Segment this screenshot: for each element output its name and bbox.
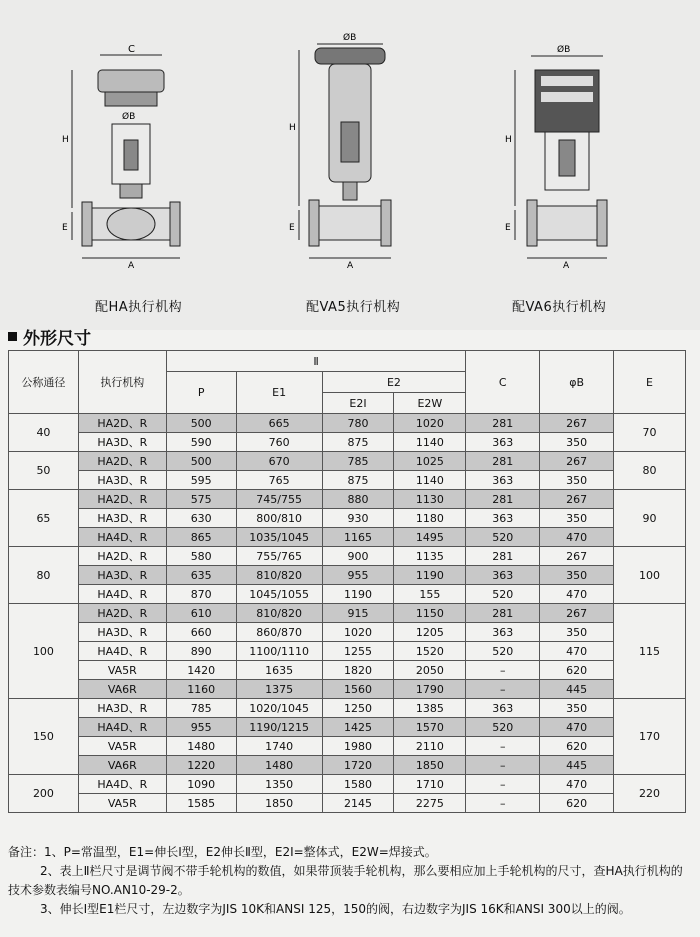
cell-e1: 810/820	[236, 604, 322, 623]
header-e: E	[614, 351, 686, 414]
dim-b-label: ØB	[557, 45, 571, 55]
cell-e1: 800/810	[236, 509, 322, 528]
cell-e1: 1190/1215	[236, 718, 322, 737]
cell-c: 363	[466, 509, 540, 528]
cell-e1: 745/755	[236, 490, 322, 509]
cell-e2-w: 1205	[394, 623, 466, 642]
table-row	[9, 775, 686, 794]
cell-e1: 1850	[236, 794, 322, 813]
cell-phi-b: 350	[540, 699, 614, 718]
cell-p: 630	[166, 509, 236, 528]
cell-e2-w: 1495	[394, 528, 466, 547]
cell-e2-w: 1385	[394, 699, 466, 718]
cell-c: 363	[466, 699, 540, 718]
table-row	[9, 547, 686, 566]
cell-p: 870	[166, 585, 236, 604]
caption-va6: 配VA6执行机构	[512, 300, 607, 315]
cell-c: 281	[466, 604, 540, 623]
dim-a-label: A	[347, 261, 354, 270]
cell-c: 520	[466, 642, 540, 661]
cell-e2-w: 1710	[394, 775, 466, 794]
cell-e2-i: 1255	[322, 642, 394, 661]
cell-phi-b: 350	[540, 623, 614, 642]
cell-e: 80	[614, 452, 686, 490]
cell-e1: 1350	[236, 775, 322, 794]
cell-e1: 1020/1045	[236, 699, 322, 718]
header-nominal: 公称通径	[9, 351, 79, 414]
note-3: 3、伸长Ⅰ型E1栏尺寸，左边数字为JIS 10K和ANSI 125，150的阀，右边数字为JIS 16K和ANSI 300以上的阀。	[40, 902, 631, 916]
cell-e2-w: 155	[394, 585, 466, 604]
cell-p: 580	[166, 547, 236, 566]
cell-c: 281	[466, 490, 540, 509]
cell-e2-i: 2145	[322, 794, 394, 813]
cell-actuator: HA3D、R	[78, 699, 166, 718]
table-row	[9, 680, 686, 699]
cell-actuator: HA4D、R	[78, 775, 166, 794]
table-row	[9, 433, 686, 452]
cell-p: 1090	[166, 775, 236, 794]
cell-phi-b: 620	[540, 737, 614, 756]
cell-p: 955	[166, 718, 236, 737]
note-1: 备注：1、P=常温型，E1=伸长Ⅰ型，E2伸长Ⅱ型，E2Ⅰ=整体式，E2W=焊接式。	[8, 845, 437, 859]
dim-b-label: ØB	[122, 112, 136, 122]
cell-e2-w: 1850	[394, 756, 466, 775]
cell-phi-b: 267	[540, 604, 614, 623]
dim-h-label: H	[62, 135, 69, 145]
cell-nominal: 65	[9, 490, 79, 547]
cell-p: 610	[166, 604, 236, 623]
cell-nominal: 200	[9, 775, 79, 813]
cell-phi-b: 470	[540, 642, 614, 661]
cell-p: 595	[166, 471, 236, 490]
table-row	[9, 756, 686, 775]
cell-actuator: HA2D、R	[78, 604, 166, 623]
va5-valve-drawing	[285, 30, 415, 270]
cell-nominal: 150	[9, 699, 79, 775]
cell-actuator: VA5R	[78, 661, 166, 680]
header-actuator: 执行机构	[78, 351, 166, 414]
cell-phi-b: 470	[540, 528, 614, 547]
cell-phi-b: 267	[540, 547, 614, 566]
cell-e2-i: 1580	[322, 775, 394, 794]
table-row	[9, 604, 686, 623]
cell-e2-w: 1570	[394, 718, 466, 737]
cell-e1: 665	[236, 414, 322, 433]
cell-e: 170	[614, 699, 686, 775]
cell-nominal: 40	[9, 414, 79, 452]
cell-e2-i: 880	[322, 490, 394, 509]
cell-e2-w: 1190	[394, 566, 466, 585]
cell-p: 890	[166, 642, 236, 661]
cell-e2-i: 930	[322, 509, 394, 528]
dim-e-label: E	[62, 223, 68, 233]
cell-p: 785	[166, 699, 236, 718]
cell-actuator: VA6R	[78, 756, 166, 775]
cell-e2-i: 1425	[322, 718, 394, 737]
cell-e2-i: 900	[322, 547, 394, 566]
ha-valve-drawing	[60, 30, 190, 270]
cell-c: 363	[466, 566, 540, 585]
cell-p: 1585	[166, 794, 236, 813]
cell-phi-b: 620	[540, 794, 614, 813]
header-e1: E1	[236, 372, 322, 414]
cell-phi-b: 350	[540, 471, 614, 490]
cell-actuator: HA3D、R	[78, 509, 166, 528]
table-row	[9, 566, 686, 585]
cell-p: 1160	[166, 680, 236, 699]
table-row	[9, 509, 686, 528]
cell-phi-b: 470	[540, 775, 614, 794]
note-2: 2、表上Ⅱ栏尺寸是调节阀不带手轮机构的数值，如果带顶装手轮机构，那么要相应加上手轮机构的尺寸，查HA执行机构的技术参数表编号NO.AN10-29-2。	[8, 864, 683, 897]
dim-e-label: E	[505, 223, 511, 233]
cell-c: 281	[466, 547, 540, 566]
cell-e2-i: 1250	[322, 699, 394, 718]
cell-p: 1480	[166, 737, 236, 756]
cell-actuator: HA4D、R	[78, 718, 166, 737]
cell-e1: 1740	[236, 737, 322, 756]
header-group2: Ⅱ	[166, 351, 466, 372]
cell-phi-b: 267	[540, 490, 614, 509]
cell-e2-i: 1020	[322, 623, 394, 642]
cell-e2-i: 785	[322, 452, 394, 471]
cell-e1: 1045/1055	[236, 585, 322, 604]
cell-actuator: HA4D、R	[78, 585, 166, 604]
cell-e1: 1480	[236, 756, 322, 775]
cell-c: –	[466, 756, 540, 775]
cell-e2-i: 1190	[322, 585, 394, 604]
cell-phi-b: 350	[540, 433, 614, 452]
cell-c: 363	[466, 623, 540, 642]
cell-actuator: HA3D、R	[78, 566, 166, 585]
table-row	[9, 414, 686, 433]
cell-actuator: HA3D、R	[78, 623, 166, 642]
header-p: P	[166, 372, 236, 414]
cell-e2-w: 1150	[394, 604, 466, 623]
cell-actuator: VA6R	[78, 680, 166, 699]
cell-phi-b: 470	[540, 718, 614, 737]
cell-actuator: VA5R	[78, 794, 166, 813]
dimensions-table	[8, 350, 686, 813]
cell-c: 363	[466, 471, 540, 490]
dim-c-label: C	[128, 44, 135, 55]
cell-phi-b: 445	[540, 680, 614, 699]
cell-actuator: HA2D、R	[78, 414, 166, 433]
cell-c: 520	[466, 718, 540, 737]
cell-e: 100	[614, 547, 686, 604]
cell-phi-b: 620	[540, 661, 614, 680]
table-row	[9, 661, 686, 680]
cell-phi-b: 445	[540, 756, 614, 775]
header-phi-b: φB	[540, 351, 614, 414]
cell-actuator: VA5R	[78, 737, 166, 756]
cell-p: 865	[166, 528, 236, 547]
cell-c: 520	[466, 585, 540, 604]
bullet-square-icon	[8, 332, 17, 341]
table-row	[9, 737, 686, 756]
cell-e2-i: 780	[322, 414, 394, 433]
cell-e2-w: 1020	[394, 414, 466, 433]
cell-actuator: HA3D、R	[78, 433, 166, 452]
cell-e2-w: 1140	[394, 433, 466, 452]
cell-p: 1420	[166, 661, 236, 680]
cell-e2-w: 1180	[394, 509, 466, 528]
cell-p: 500	[166, 452, 236, 471]
cell-e: 70	[614, 414, 686, 452]
cell-e2-i: 955	[322, 566, 394, 585]
cell-actuator: HA3D、R	[78, 471, 166, 490]
notes-block	[8, 843, 692, 919]
cell-e2-w: 1025	[394, 452, 466, 471]
cell-c: –	[466, 775, 540, 794]
cell-c: 281	[466, 414, 540, 433]
table-row	[9, 528, 686, 547]
cell-p: 575	[166, 490, 236, 509]
table-row	[9, 794, 686, 813]
cell-actuator: HA2D、R	[78, 547, 166, 566]
cell-p: 500	[166, 414, 236, 433]
cell-e2-w: 1140	[394, 471, 466, 490]
cell-actuator: HA4D、R	[78, 528, 166, 547]
dim-e-label: E	[289, 223, 295, 233]
table-row	[9, 585, 686, 604]
cell-c: 363	[466, 433, 540, 452]
cell-e: 115	[614, 604, 686, 699]
table-row	[9, 642, 686, 661]
header-e2-w: E2W	[394, 393, 466, 414]
cell-c: –	[466, 737, 540, 756]
cell-e2-i: 915	[322, 604, 394, 623]
diagram-ha	[60, 30, 190, 270]
cell-nominal: 50	[9, 452, 79, 490]
cell-c: –	[466, 661, 540, 680]
cell-e1: 760	[236, 433, 322, 452]
cell-e1: 810/820	[236, 566, 322, 585]
table-row	[9, 452, 686, 471]
cell-c: 281	[466, 452, 540, 471]
cell-p: 1220	[166, 756, 236, 775]
cell-e2-i: 1820	[322, 661, 394, 680]
cell-e1: 1635	[236, 661, 322, 680]
cell-e2-i: 875	[322, 471, 394, 490]
cell-e2-i: 1560	[322, 680, 394, 699]
cell-phi-b: 267	[540, 414, 614, 433]
table-row	[9, 623, 686, 642]
cell-c: –	[466, 794, 540, 813]
cell-c: 520	[466, 528, 540, 547]
cell-e1: 670	[236, 452, 322, 471]
cell-actuator: HA2D、R	[78, 452, 166, 471]
cell-phi-b: 470	[540, 585, 614, 604]
cell-e2-i: 875	[322, 433, 394, 452]
va6-valve-drawing	[505, 30, 635, 270]
cell-e1: 765	[236, 471, 322, 490]
caption-ha: 配HA执行机构	[95, 300, 183, 315]
cell-e: 90	[614, 490, 686, 547]
cell-e2-i: 1165	[322, 528, 394, 547]
dimensions-table-body	[9, 414, 686, 813]
section-title-text: 外形尺寸	[23, 329, 91, 349]
table-row	[9, 471, 686, 490]
cell-e2-w: 2050	[394, 661, 466, 680]
cell-e2-w: 1520	[394, 642, 466, 661]
table-row	[9, 490, 686, 509]
cell-actuator: HA2D、R	[78, 490, 166, 509]
cell-e2-w: 2110	[394, 737, 466, 756]
dim-h-label: H	[505, 135, 512, 145]
table-row	[9, 718, 686, 737]
dim-h-label: H	[289, 123, 296, 133]
dim-b-label: ØB	[343, 33, 357, 43]
diagram-va5	[285, 30, 415, 270]
caption-va5: 配VA5执行机构	[306, 300, 401, 315]
dim-a-label: A	[128, 261, 135, 270]
cell-nominal: 80	[9, 547, 79, 604]
cell-c: –	[466, 680, 540, 699]
header-c: C	[466, 351, 540, 414]
dim-a-label: A	[563, 261, 570, 270]
cell-e: 220	[614, 775, 686, 813]
cell-e1: 755/765	[236, 547, 322, 566]
cell-phi-b: 350	[540, 509, 614, 528]
cell-e2-w: 1790	[394, 680, 466, 699]
table-row	[9, 699, 686, 718]
cell-e1: 1375	[236, 680, 322, 699]
cell-nominal: 100	[9, 604, 79, 699]
cell-e1: 860/870	[236, 623, 322, 642]
header-e2-i: E2Ⅰ	[322, 393, 394, 414]
cell-actuator: HA4D、R	[78, 642, 166, 661]
cell-e2-i: 1720	[322, 756, 394, 775]
header-e2: E2	[322, 372, 466, 393]
cell-phi-b: 267	[540, 452, 614, 471]
cell-e1: 1035/1045	[236, 528, 322, 547]
cell-e2-i: 1980	[322, 737, 394, 756]
cell-e2-w: 1135	[394, 547, 466, 566]
cell-p: 590	[166, 433, 236, 452]
diagram-va6	[505, 30, 635, 270]
cell-p: 635	[166, 566, 236, 585]
cell-e2-w: 2275	[394, 794, 466, 813]
cell-phi-b: 350	[540, 566, 614, 585]
section-title	[8, 324, 91, 349]
cell-e1: 1100/1110	[236, 642, 322, 661]
cell-e2-w: 1130	[394, 490, 466, 509]
cell-p: 660	[166, 623, 236, 642]
